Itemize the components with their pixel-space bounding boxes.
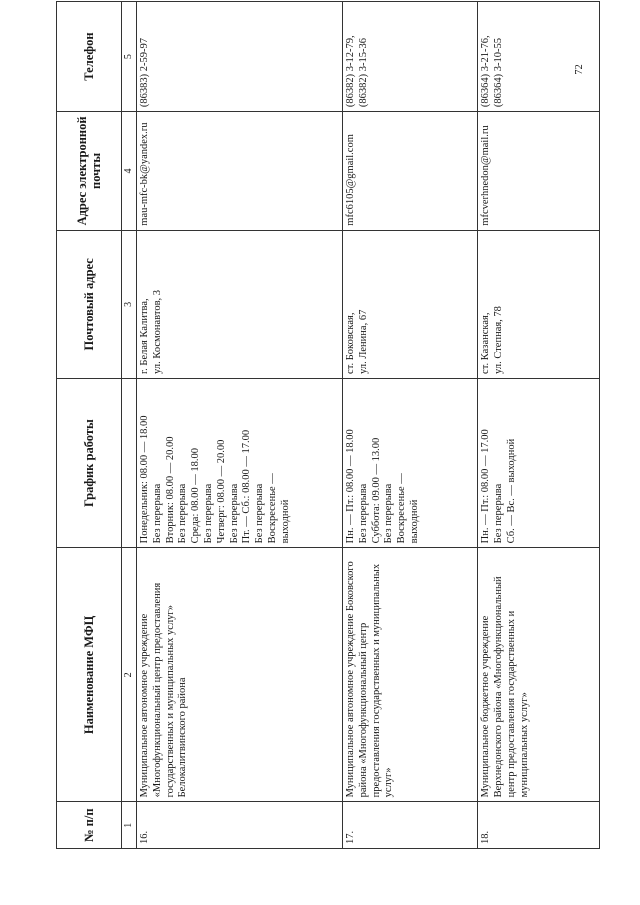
header-address: Почтовый адрес (57, 230, 122, 378)
row-address: г. Белая Калитва, ул. Космонавтов, 3 (137, 230, 343, 378)
header-name: Наименование МФЦ (57, 548, 122, 802)
row-phone: (86382) 3-12-79, (86382) 3-15-36 (343, 2, 478, 112)
row-address: ст. Казанская, ул. Степная, 78 (478, 230, 600, 378)
row-schedule: Пн. — Пт.: 08.00 — 18.00 Без перерыва Суббота: 09.00 — 13.00 Без перерыва Воскресенье — выходной (343, 378, 478, 547)
table-row (137, 2, 343, 849)
row-name: Муниципальное бюджетное учреждение Верхнедонского района «Многофункциональный центр предоставления государственных и муниципальных услуг» (478, 548, 600, 802)
header-phone: Телефон (57, 2, 122, 112)
colnum-4: 4 (121, 112, 136, 231)
colnum-3: 3 (121, 230, 136, 378)
row-number: 18. (478, 802, 600, 849)
row-email: mfcverhnedon@mail.ru (478, 112, 600, 231)
page-number: 72 (573, 64, 585, 75)
rotated-table-page (56, 1, 600, 849)
table-row (478, 2, 600, 849)
row-name: Муниципальное автономное учреждение «Многофункциональный центр предоставления государственных и муниципальных услуг» Белокалитвинского района (137, 548, 343, 802)
row-phone: (86383) 2-59-97 (137, 2, 343, 112)
row-number: 17. (343, 802, 478, 849)
column-numbers-row (121, 2, 136, 849)
row-schedule: Пн. — Пт.: 08.00 — 17.00 Без перерыва Сб. — Вс. — выходной (478, 378, 600, 547)
header-email: Адрес электронной почты (57, 112, 122, 231)
colnum-blank (121, 378, 136, 547)
row-address: ст. Боковская, ул. Ленина, 67 (343, 230, 478, 378)
mfc-table (56, 1, 600, 849)
colnum-5: 5 (121, 2, 136, 112)
table-row (343, 2, 478, 849)
row-schedule: Понедельник: 08.00 — 18.00 Без перерыва Вторник: 08.00 — 20.00 Без перерыва Среда: 08.00 — 18.00 Без перерыва Четверг: 08.00 — 20.00 Без перерыва Пт. — Сб.: 08.00 — 17.00 Без перерыва Воскресенье — выходной (137, 378, 343, 547)
colnum-2: 2 (121, 548, 136, 802)
header-num: № п/п (57, 802, 122, 849)
colnum-1: 1 (121, 802, 136, 849)
row-name: Муниципальное автономное учреждение Боковского района «Многофункциональный центр предоставления государственных и муниципальных услуг» (343, 548, 478, 802)
row-phone: (86364) 3-21-76, (86364) 3-10-55 (478, 2, 600, 112)
row-email: mau-mfc-bk@yandex.ru (137, 112, 343, 231)
header-schedule: График работы (57, 378, 122, 547)
row-email: mfc6105@gmail.com (343, 112, 478, 231)
header-row (57, 2, 122, 849)
row-number: 16. (137, 802, 343, 849)
